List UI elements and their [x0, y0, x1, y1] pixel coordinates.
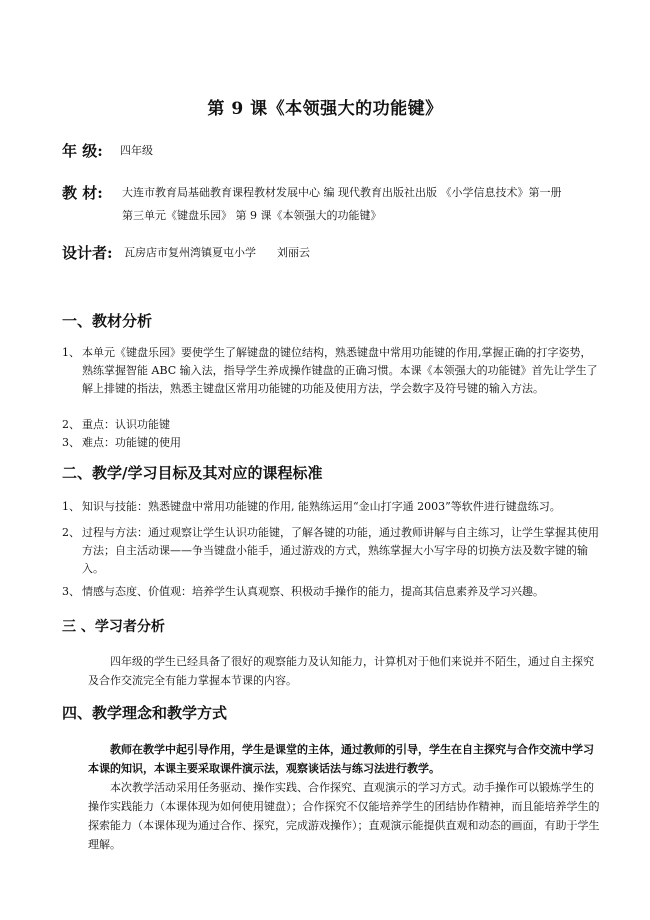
- list-item-number: 2、: [62, 418, 80, 431]
- list-item: [62, 524, 602, 578]
- designer-label: 设计者:: [62, 244, 113, 262]
- list-item-text: 过程与方法：通过观察让学生认识功能键，了解各键的功能，通过教师讲解与自主练习，让学生掌握其使用方法；自主活动课——争当键盘小能手，通过游戏的方式，熟练掌握大小写字母的切换方法及数字键的输入。: [82, 526, 599, 575]
- list-item-number: 1、: [62, 500, 80, 513]
- material-line-2: 第三单元《键盘乐园》 第 9 课《本领强大的功能键》: [122, 209, 382, 222]
- list-item-number: 2、: [62, 526, 80, 539]
- material-label: 教 材:: [62, 184, 103, 202]
- list-item-number: 3、: [62, 436, 80, 449]
- list-item-number: 3、: [62, 585, 80, 598]
- teaching-philosophy-bold-paragraph: 教师在教学中起引导作用，学生是课堂的主体，通过教师的引导，学生在自主探究与合作交流中学习本课的知识，本课主要采取课件演示法，观察谈话法与练习法进行教学。: [88, 743, 594, 775]
- list-item-text: 本单元《键盘乐园》要使学生了解键盘的键位结构，熟悉键盘中常用功能键的作用,掌握正确的打字姿势，熟练掌握智能 ABC 输入法，指导学生养成操作键盘的正确习惯。本课《本领强大的功能键》首先让学生了解上排键的指法，熟悉主键盘区常用功能键的功能及使用方法，学会数字及符号键的输入方法。: [82, 346, 598, 395]
- lesson-title: 第 9 课《本领强大的功能键》: [207, 99, 443, 119]
- list-item-text: 知识与技能：熟悉键盘中常用功能键的作用, 能熟练运用“金山打字通 2003”等软件进行键盘练习。: [82, 500, 561, 513]
- list-item: [62, 498, 602, 516]
- teaching-method-paragraph: 本次教学活动采用任务驱动、操作实践、合作探究、直观演示的学习方式。动手操作可以锻炼学生的操作实践能力（本课体现为如何使用键盘）；合作探究不仅能培养学生的团结协作精神，而且能培养学生的探索能力（本课体现为通过合作、探究，完成游戏操作）；直观演示能提供直观和动态的画面，有助于学生理解。: [88, 781, 600, 851]
- designer-value: 瓦房店市复州湾镇夏屯小学 刘丽云: [124, 246, 310, 259]
- list-item-text: 情感与态度、价值观：培养学生认真观察、积极动手操作的能力，提高其信息素养及学习兴趣。: [82, 585, 544, 598]
- section-heading-analysis: 一、教材分析: [62, 312, 153, 330]
- list-item: [62, 416, 602, 434]
- list-item: [62, 434, 602, 452]
- section-heading-objectives: 二、教学/学习目标及其对应的课程标准: [62, 464, 323, 482]
- grade-value: 四年级: [120, 144, 153, 157]
- material-line-1: 大连市教育局基础教育课程教材发展中心 编 现代教育出版社出版 《小学信息技术》第一册: [122, 186, 562, 199]
- list-item: [62, 344, 602, 398]
- list-item-text: 重点：认识功能键: [82, 418, 170, 431]
- list-item: [62, 583, 602, 601]
- list-item-text: 难点：功能键的使用: [82, 436, 181, 449]
- section-heading-teaching-philosophy: 四、教学理念和教学方式: [62, 704, 228, 722]
- section-heading-learner-analysis: 三 、学习者分析: [62, 619, 165, 635]
- learner-analysis-paragraph: 四年级的学生已经具备了很好的观察能力及认知能力，计算机对于他们来说并不陌生，通过自主探究及合作交流完全有能力掌握本节课的内容。: [88, 655, 594, 687]
- list-item-number: 1、: [62, 346, 80, 359]
- grade-label: 年 级:: [62, 142, 103, 160]
